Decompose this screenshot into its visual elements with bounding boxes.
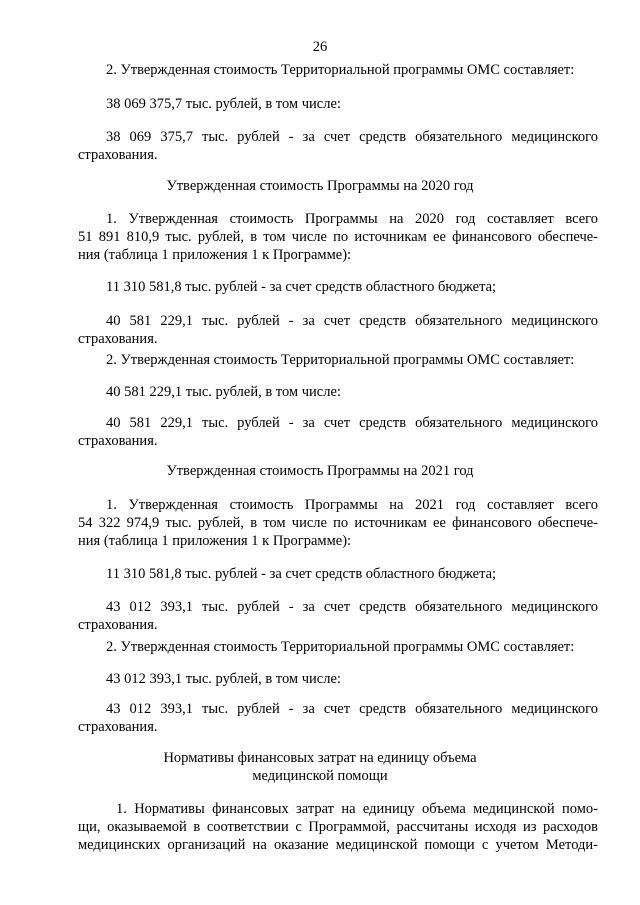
section-heading-2020: Утвержденная стоимость Программы на 2020 год [166,178,474,194]
paragraph-line: ния (таблица 1 приложения 1 к Программе): [78,247,352,263]
paragraph-line: страхования. [78,719,158,735]
paragraph-line: 51 891 810,9 тыс. рублей, в том числе по источникам ее финансового обеспече- [78,229,598,245]
page-number: 26 [312,39,328,55]
paragraph-line: страхования. [78,617,158,633]
paragraph-line: 54 322 974,9 тыс. рублей, в том числе по источникам ее финансового обеспече- [78,515,598,531]
paragraph-line: 38 069 375,7 тыс. рублей - за счет средств обязательного медицинского [106,129,598,145]
paragraph-line: 40 581 229,1 тыс. рублей - за счет средств обязательного медицинского [106,415,598,431]
paragraph-line: 1. Нормативы финансовых затрат на единицу объема медицинской помо- [116,801,598,817]
paragraph-line: страхования. [78,331,158,347]
section-heading-normatives: Нормативы финансовых затрат на единицу объема [163,750,477,766]
paragraph-line: ния (таблица 1 приложения 1 к Программе): [78,533,352,549]
paragraph-line: 38 069 375,7 тыс. рублей, в том числе: [106,96,341,112]
paragraph-line: 40 581 229,1 тыс. рублей, в том числе: [106,384,341,400]
paragraph-line: медицинских организаций на оказание медицинской помощи с учетом Методи- [78,837,598,853]
paragraph-line: щи, оказываемой в соответствии с Программой, рассчитаны исходя из расходов [78,819,598,835]
paragraph-line: 43 012 393,1 тыс. рублей - за счет средств обязательного медицинского [106,701,598,717]
paragraph-line: 1. Утвержденная стоимость Программы на 2021 год составляет всего [106,497,598,513]
paragraph-line: 2. Утвержденная стоимость Территориальной программы ОМС составляет: [106,62,575,78]
section-heading-2021: Утвержденная стоимость Программы на 2021 год [166,463,474,479]
section-heading-normatives-line2: медицинской помощи [252,768,388,784]
paragraph-line: 2. Утвержденная стоимость Территориальной программы ОМС составляет: [106,639,575,655]
paragraph-line: страхования. [78,147,158,163]
paragraph-line: 43 012 393,1 тыс. рублей, в том числе: [106,671,341,687]
paragraph-line: 43 012 393,1 тыс. рублей - за счет средств обязательного медицинского [106,599,598,615]
paragraph-line: 11 310 581,8 тыс. рублей - за счет средств областного бюджета; [106,566,497,582]
paragraph-line: 2. Утвержденная стоимость Территориальной программы ОМС составляет: [106,352,575,368]
paragraph-line: 40 581 229,1 тыс. рублей - за счет средств обязательного медицинского [106,313,598,329]
paragraph-line: страхования. [78,433,158,449]
paragraph-line: 11 310 581,8 тыс. рублей - за счет средств областного бюджета; [106,279,497,295]
paragraph-line: 1. Утвержденная стоимость Программы на 2020 год составляет всего [106,211,598,227]
